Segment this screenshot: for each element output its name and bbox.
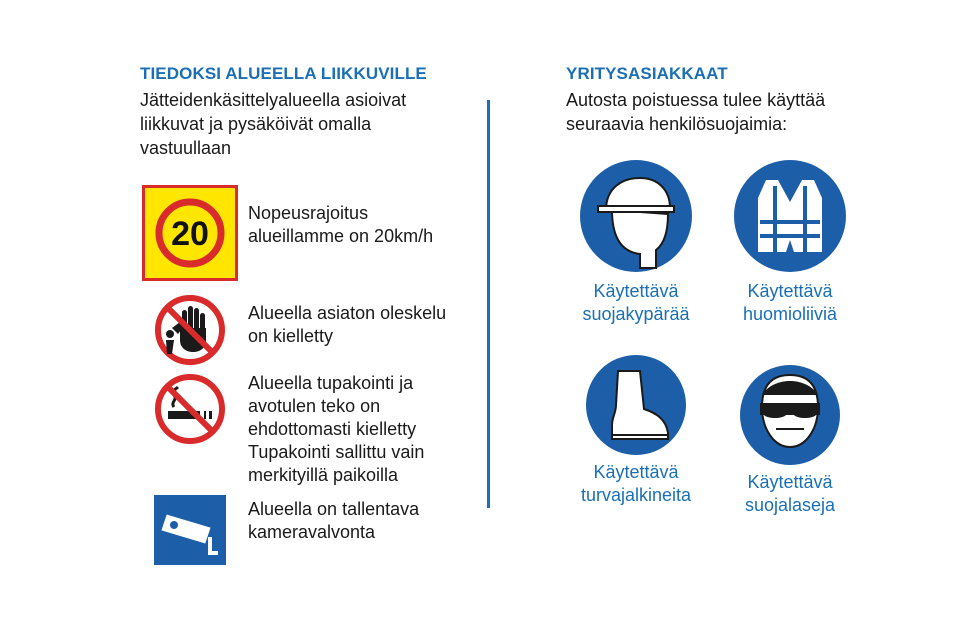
general-info-heading: TIEDOKSI ALUEELLA LIIKKUVILLE [140,64,427,83]
camera-surveillance-notice [142,493,420,565]
no-loitering-notice [142,294,447,366]
business-customers-heading: YRITYSASIAKKAAT [566,64,728,83]
no-smoking-text: Alueella tupakointi ja avotulen teko on ehdottomasti kielletty Tupakointi sallittu vain merkityillä paikoilla [248,373,425,485]
ppe-safety-goggles-caption: Käytettävä suojalaseja [744,472,836,515]
hard-hat-icon [576,158,696,274]
no-smoking-icon [142,373,238,445]
general-info-section [140,64,470,160]
safety-vest-icon [730,158,850,274]
ppe-safety-vest [720,158,860,326]
business-customers-section [566,64,906,136]
ppe-hard-hat [566,158,706,326]
general-info-intro: Jätteidenkäsittelyalueella asioivat liikkuvat ja pysäköivät omalla vastuullaan [140,90,407,158]
no-smoking-notice [142,373,425,485]
speed-limit-text: Nopeusrajoitus alueillamme on 20km/h [248,203,434,246]
ppe-safety-boots-caption: Käytettävä turvajalkineita [580,462,692,505]
column-divider [487,100,490,508]
camera-surveillance-icon [142,493,238,565]
safety-boot-icon [576,355,696,455]
no-loitering-text: Alueella asiaton oleskelu on kielletty [248,303,447,346]
speed-limit-number: 20 [171,215,209,253]
ppe-safety-vest-caption: Käytettävä huomioliiviä [742,281,838,324]
ppe-safety-boots [566,355,706,507]
camera-surveillance-text: Alueella on tallentava kameravalvonta [248,499,420,542]
speed-limit-sign-icon [142,185,238,281]
business-customers-intro: Autosta poistuessa tulee käyttää seuraavia henkilösuojaimia: [566,90,826,134]
safety-goggles-icon [730,365,850,465]
no-entry-hand-icon [142,294,238,366]
ppe-safety-goggles [720,365,860,517]
ppe-hard-hat-caption: Käytettävä suojakypärää [582,281,690,324]
speed-limit-notice [142,185,434,281]
